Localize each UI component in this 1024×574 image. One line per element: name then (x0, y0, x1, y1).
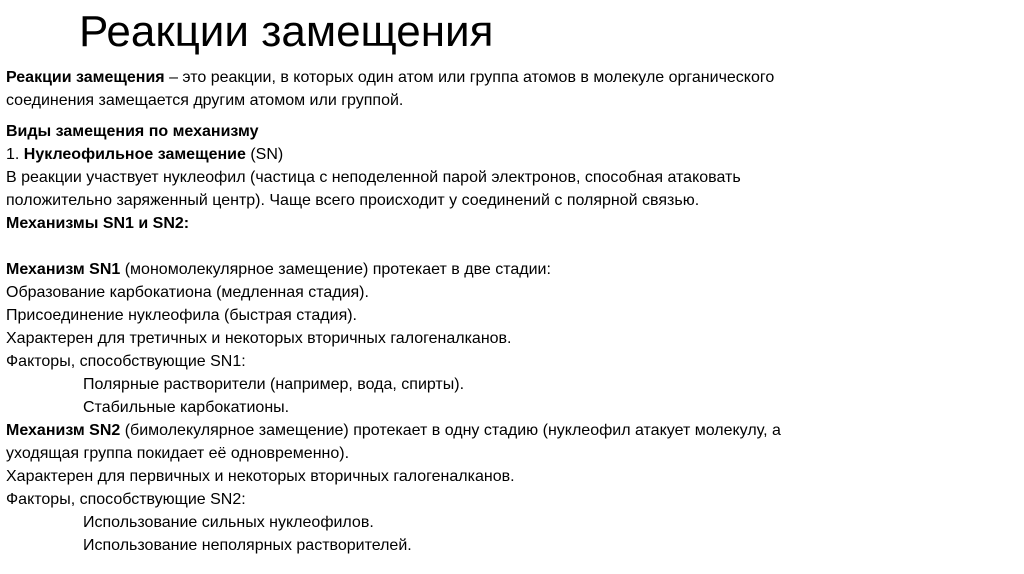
sn1-name: Механизм SN1 (6, 261, 121, 278)
sn2-heading (6, 419, 1006, 442)
sn2-factor-2: Использование неполярных растворителей. (83, 537, 412, 554)
item1-desc-line-1: В реакции участвует нуклеофил (частица с неподеленной парой электронов, способная атаковать (6, 169, 741, 186)
sn2-desc-1: (бимолекулярное замещение) протекает в одну стадию (нуклеофил атакует молекулу, а (120, 422, 781, 439)
sn2-desc-line-2: уходящая группа покидает её одновременно). (6, 445, 350, 462)
sn1-factors-label: Факторы, способствующие SN1: (6, 353, 246, 370)
mechanisms-heading: Механизмы SN1 и SN2: (6, 215, 190, 232)
definition-term: Реакции замещения (6, 69, 165, 86)
sn1-heading (6, 258, 1006, 281)
item1-number: 1. (6, 146, 24, 163)
sn1-factor-2: Стабильные карбокатионы. (83, 399, 290, 416)
sn1-factor-1: Полярные растворители (например, вода, спирты). (83, 376, 465, 393)
types-heading: Виды замещения по механизму (6, 123, 259, 140)
sn2-name: Механизм SN2 (6, 422, 121, 439)
sn2-factors-label: Факторы, способствующие SN2: (6, 491, 246, 508)
slide-body (6, 66, 1006, 557)
item1-heading (6, 143, 1006, 166)
sn1-stage-1: Образование карбокатиона (медленная стадия). (6, 284, 369, 301)
item1-desc-line-2: положительно заряженный центр). Чаще всего происходит у соединений с полярной связью. (6, 192, 700, 209)
item1-name: Нуклеофильное замещение (23, 146, 246, 163)
sn2-factor-1: Использование сильных нуклеофилов. (83, 514, 374, 531)
sn1-typical: Характерен для третичных и некоторых вторичных галогеналканов. (6, 330, 512, 347)
sn2-typical: Характерен для первичных и некоторых вторичных галогеналканов. (6, 468, 515, 485)
definition-line-2: соединения замещается другим атомом или группой. (6, 92, 404, 109)
sn1-stage-2: Присоединение нуклеофила (быстрая стадия). (6, 307, 357, 324)
definition-line-1 (6, 66, 1006, 89)
definition-text-1: – это реакции, в которых один атом или группа атомов в молекуле органического (164, 69, 775, 86)
sn1-desc: (мономолекулярное замещение) протекает в две стадии: (120, 261, 551, 278)
page-title: Реакции замещения (79, 7, 494, 56)
item1-abbr: (SN) (245, 146, 284, 163)
